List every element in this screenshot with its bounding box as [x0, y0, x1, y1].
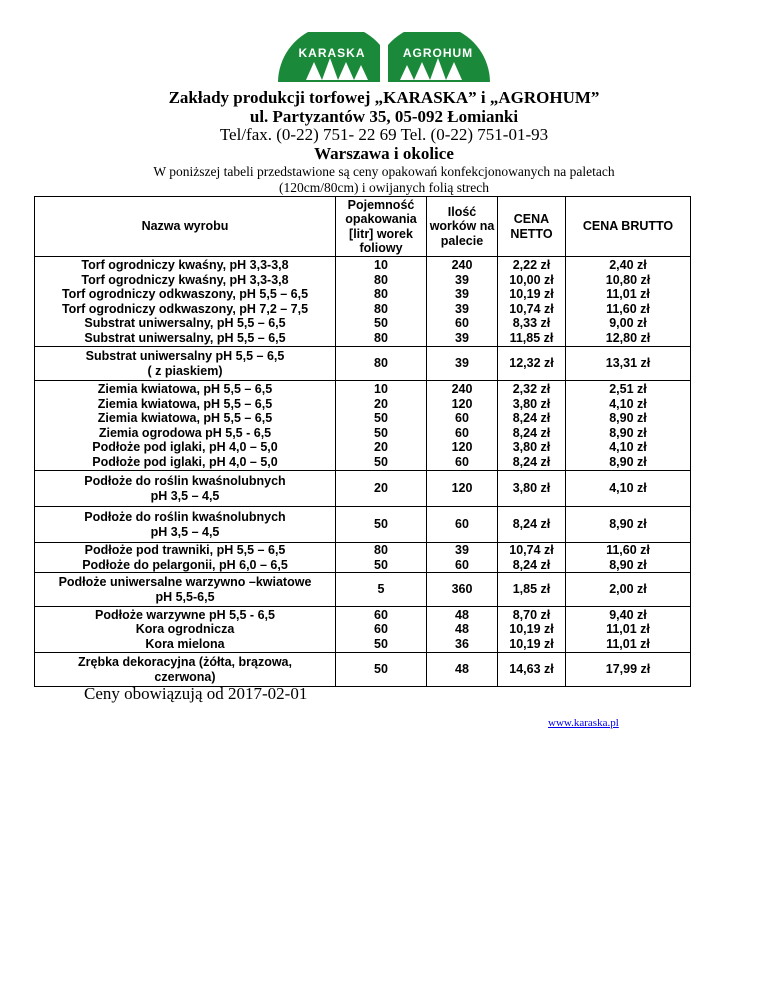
cell-line: 60	[374, 622, 388, 637]
cell-line: Podłoże warzywne pH 5,5 - 6,5	[95, 607, 275, 622]
cell-line: 10,19 zł	[509, 636, 554, 651]
cell-line: 8,70 zł	[512, 607, 551, 622]
cell-line: 11,01 zł	[606, 636, 650, 651]
cell-line: Podłoże do roślin kwaśnolubnych	[84, 510, 286, 524]
cell-line: 10,00 zł	[509, 272, 554, 287]
cell-line: 2,40 zł	[609, 258, 647, 272]
cell-line: 50	[374, 316, 388, 330]
cell-line: 9,00 zł	[609, 316, 647, 330]
cell-line: 80	[374, 330, 388, 345]
cell-line: 120	[451, 481, 473, 496]
cell-line: 8,24 zł	[512, 411, 551, 425]
volume-cell	[336, 347, 427, 381]
price-brutto-cell	[566, 471, 691, 507]
cell-line: 3,80 zł	[512, 481, 551, 496]
cell-line: Zrębka dekoracyjna (żółta, brązowa,	[78, 655, 292, 669]
product-name-cell	[35, 573, 336, 607]
cell-line: Torf ogrodniczy kwaśny, pH 3,3-3,8	[81, 258, 289, 272]
cell-line: 14,63 zł	[509, 662, 554, 677]
cell-line: 120	[451, 440, 473, 454]
cell-line: pH 5,5-6,5	[155, 589, 215, 604]
price-netto-cell	[498, 653, 566, 687]
cell-line: Podłoże do pelargonii, pH 6,0 – 6,5	[82, 557, 288, 572]
bag-count-cell	[427, 381, 498, 471]
column-header-volume: Pojemność opakowania [litr] worek foliowy	[336, 197, 427, 257]
cell-line: 11,60 zł	[606, 543, 650, 557]
cell-line: 60	[455, 557, 469, 572]
price-netto-cell	[498, 471, 566, 507]
volume-cell	[336, 507, 427, 543]
cell-line: 50	[374, 636, 388, 651]
logo-wordmark-karaska: KARASKA	[298, 46, 366, 60]
price-netto-cell	[498, 543, 566, 573]
cell-line: 9,40 zł	[609, 607, 647, 622]
cell-line: 10	[374, 382, 388, 396]
price-netto-cell	[498, 257, 566, 347]
cell-line: 2,51 zł	[609, 382, 647, 396]
price-brutto-cell	[566, 607, 691, 653]
cell-line: 60	[455, 454, 469, 469]
cell-line: 10,19 zł	[509, 287, 554, 301]
cell-line: 13,31 zł	[605, 356, 651, 371]
cell-line: 10	[374, 258, 388, 272]
bag-count-cell	[427, 573, 498, 607]
cell-line: Torf ogrodniczy odkwaszony, pH 7,2 – 7,5	[61, 301, 309, 316]
cell-line: 12,32 zł	[509, 356, 554, 371]
volume-cell	[336, 257, 427, 347]
cell-line: 11,85 zł	[509, 330, 554, 345]
cell-line: 10,80 zł	[605, 272, 651, 287]
cell-line: 11,60 zł	[606, 301, 650, 316]
cell-line: 20	[374, 396, 388, 411]
cell-line: 50	[374, 425, 388, 440]
cell-line: 11,01 zł	[606, 287, 650, 301]
cell-line: 360	[451, 582, 473, 597]
bag-count-cell	[427, 471, 498, 507]
table-row	[35, 573, 691, 607]
cell-line: 39	[455, 356, 469, 371]
cell-line: 5	[377, 582, 385, 597]
volume-cell	[336, 543, 427, 573]
cell-line: Substrat uniwersalny pH 5,5 – 6,5	[85, 349, 285, 363]
cell-line: 39	[455, 330, 469, 345]
cell-line: 4,10 zł	[609, 481, 647, 496]
cell-line: 4,10 zł	[609, 396, 647, 411]
cell-line: 8,90 zł	[609, 411, 647, 425]
bag-count-cell	[427, 347, 498, 381]
bag-count-cell	[427, 653, 498, 687]
cell-line: 10,19 zł	[509, 622, 554, 637]
cell-line: 80	[374, 301, 388, 316]
intro-text-line2: (120cm/80cm) i owijanych folią strech	[279, 180, 489, 195]
cell-line: 3,80 zł	[512, 396, 551, 411]
cell-line: 1,85 zł	[512, 582, 551, 597]
cell-line: 80	[374, 272, 388, 287]
cell-line: Ziemia kwiatowa, pH 5,5 – 6,5	[97, 411, 273, 425]
cell-line: 39	[455, 301, 469, 316]
cell-line: 60	[455, 411, 469, 425]
product-name-cell	[35, 507, 336, 543]
cell-line: 8,24 zł	[512, 454, 551, 469]
logo-wordmark-agrohum: AGROHUM	[402, 46, 474, 60]
cell-line: 80	[374, 287, 388, 301]
price-brutto-cell	[566, 573, 691, 607]
cell-line: 80	[374, 543, 388, 557]
table-row	[35, 381, 691, 471]
price-netto-cell	[498, 573, 566, 607]
cell-line: Torf ogrodniczy kwaśny, pH 3,3-3,8	[81, 272, 289, 287]
cell-line: 10,74 zł	[509, 543, 554, 557]
cell-line: 8,24 zł	[512, 557, 551, 572]
cell-line: 4,10 zł	[609, 440, 647, 454]
product-name-cell	[35, 543, 336, 573]
cell-line: 120	[451, 396, 473, 411]
price-netto-cell	[498, 507, 566, 543]
column-header-netto: CENA NETTO	[498, 197, 566, 257]
bag-count-cell	[427, 257, 498, 347]
volume-cell	[336, 653, 427, 687]
table-row	[35, 607, 691, 653]
cell-line: Torf ogrodniczy odkwaszony, pH 5,5 – 6,5	[61, 287, 309, 301]
cell-line: ( z piaskiem)	[147, 363, 223, 378]
cell-line: 240	[451, 258, 473, 272]
bag-count-cell	[427, 507, 498, 543]
volume-cell	[336, 381, 427, 471]
product-name-cell	[35, 607, 336, 653]
cell-line: czerwona)	[154, 669, 216, 684]
company-address: ul. Partyzantów 35, 05-092 Łomianki	[249, 107, 519, 126]
cell-line: 12,80 zł	[605, 330, 651, 345]
cell-line: 2,22 zł	[512, 258, 551, 272]
cell-line: 39	[455, 272, 469, 287]
cell-line: Ziemia ogrodowa pH 5,5 - 6,5	[98, 425, 272, 440]
cell-line: 8,24 zł	[512, 517, 551, 532]
cell-line: 50	[374, 454, 388, 469]
cell-line: 39	[455, 543, 469, 557]
cell-line: 48	[455, 622, 469, 637]
volume-cell	[336, 607, 427, 653]
cell-line: 8,33 zł	[512, 316, 551, 330]
bag-count-cell	[427, 543, 498, 573]
cell-line: 60	[455, 425, 469, 440]
table-row	[35, 257, 691, 347]
product-name-cell	[35, 347, 336, 381]
cell-line: 36	[455, 636, 469, 651]
cell-line: Ziemia kwiatowa, pH 5,5 – 6,5	[97, 396, 273, 411]
cell-line: Kora ogrodnicza	[135, 622, 235, 637]
cell-line: 60	[455, 517, 469, 532]
price-netto-cell	[498, 381, 566, 471]
cell-line: Ziemia kwiatowa, pH 5,5 – 6,5	[97, 382, 273, 396]
price-brutto-cell	[566, 381, 691, 471]
table-header-row	[35, 197, 691, 257]
cell-line: Podłoże do roślin kwaśnolubnych	[84, 474, 286, 488]
cell-line: Podłoże uniwersalne warzywno –kwiatowe	[58, 575, 312, 589]
cell-line: Kora mielona	[145, 636, 225, 651]
column-header-name: Nazwa wyrobu	[35, 197, 336, 257]
cell-line: 50	[374, 517, 388, 532]
price-netto-cell	[498, 607, 566, 653]
cell-line: 50	[374, 557, 388, 572]
product-name-cell	[35, 471, 336, 507]
cell-line: 3,80 zł	[512, 440, 551, 454]
table-row	[35, 471, 691, 507]
cell-line: Podłoże pod trawniki, pH 5,5 – 6,5	[84, 543, 286, 557]
cell-line: pH 3,5 – 4,5	[150, 524, 220, 539]
price-brutto-cell	[566, 543, 691, 573]
cell-line: 8,24 zł	[512, 425, 551, 440]
price-table-body	[35, 257, 691, 687]
volume-cell	[336, 471, 427, 507]
cell-line: 8,90 zł	[609, 425, 647, 440]
cell-line: Substrat uniwersalny, pH 5,5 – 6,5	[84, 316, 286, 330]
cell-line: 2,00 zł	[609, 582, 647, 597]
website-link[interactable]: www.karaska.pl	[548, 717, 619, 729]
intro-text-line1: W poniższej tabeli przedstawione są ceny opakowań konfekcjonowanych na paletach	[153, 164, 615, 179]
volume-cell	[336, 573, 427, 607]
bag-count-cell	[427, 607, 498, 653]
cell-line: 48	[455, 662, 469, 677]
product-name-cell	[35, 653, 336, 687]
cell-line: 8,90 zł	[609, 454, 647, 469]
table-row	[35, 347, 691, 381]
column-header-count: Ilość worków na palecie	[427, 197, 498, 257]
column-header-brutto: CENA BRUTTO	[566, 197, 691, 257]
cell-line: 17,99 zł	[605, 662, 651, 677]
prices-valid-from: Ceny obowiązują od 2017-02-01	[84, 684, 308, 703]
table-row	[35, 543, 691, 573]
cell-line: Substrat uniwersalny, pH 5,5 – 6,5	[84, 330, 286, 345]
table-row	[35, 507, 691, 543]
price-brutto-cell	[566, 653, 691, 687]
region-title: Warszawa i okolice	[314, 144, 454, 163]
company-phones: Tel/fax. (0-22) 751- 22 69 Tel. (0-22) 751-01-93	[219, 125, 549, 144]
karaska-agrohum-logo	[272, 32, 496, 84]
cell-line: 60	[455, 316, 469, 330]
price-brutto-cell	[566, 347, 691, 381]
product-name-cell	[35, 381, 336, 471]
cell-line: Podłoże pod iglaki, pH 4,0 – 5,0	[92, 440, 278, 454]
cell-line: 2,32 zł	[512, 382, 551, 396]
cell-line: 20	[374, 440, 388, 454]
cell-line: 48	[455, 607, 469, 622]
cell-line: 8,90 zł	[609, 557, 647, 572]
table-row	[35, 653, 691, 687]
product-name-cell	[35, 257, 336, 347]
company-name: Zakłady produkcji torfowej „KARASKA” i „AGROHUM”	[168, 88, 600, 107]
price-table	[34, 196, 691, 687]
cell-line: 11,01 zł	[606, 622, 650, 637]
cell-line: 240	[451, 382, 473, 396]
cell-line: 10,74 zł	[509, 301, 554, 316]
cell-line: 8,90 zł	[609, 517, 647, 532]
tree-icon	[306, 58, 462, 80]
price-brutto-cell	[566, 507, 691, 543]
cell-line: pH 3,5 – 4,5	[150, 488, 220, 503]
cell-line: 80	[374, 356, 388, 371]
price-brutto-cell	[566, 257, 691, 347]
cell-line: 39	[455, 287, 469, 301]
cell-line: 50	[374, 411, 388, 425]
cell-line: 60	[374, 607, 388, 622]
price-netto-cell	[498, 347, 566, 381]
cell-line: 50	[374, 662, 388, 677]
cell-line: 20	[374, 481, 388, 496]
cell-line: Podłoże pod iglaki, pH 4,0 – 5,0	[92, 454, 278, 469]
